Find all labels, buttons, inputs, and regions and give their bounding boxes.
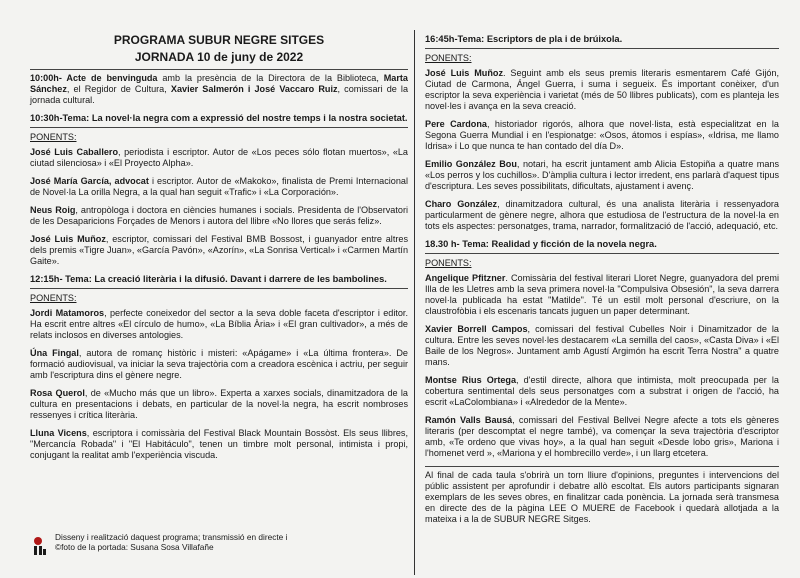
- right-column: [425, 0, 779, 532]
- session-1-heading: 10:30h-Tema: La novel·la negra com a expressió del nostre temps i la nostra societat.: [30, 113, 408, 123]
- divider-line: [425, 466, 779, 467]
- speaker-bio: , escriptora i comissària del Festival Black Mountain Bossòst. Els seus llibres, "Mercancía Robada" i "El Habitáculo", tenen un timbre molt personal, intimista i propi, conjugant la realitat amb l'experiència viscuda.: [30, 428, 408, 460]
- speaker-bio: , autora de romanç històric i misteri: «Apágame» i «La última frontera». De formació audiovisual, va iniciar la seva trajectòria com a creadora escènica i actriu, per seguir amb l'escriptura dins el gènere negre.: [30, 348, 408, 380]
- speaker-paragraph: [30, 205, 408, 227]
- welcome-name-2: Xavier Salmerón i José Vaccaro Ruiz: [170, 84, 338, 94]
- speaker-paragraph: [425, 159, 779, 192]
- footer-credit-1: Disseny i realització daquest programa; transmissió en directe i: [55, 532, 288, 542]
- speaker-name: José Luis Caballero: [30, 147, 118, 157]
- footer-credit-2: ©foto de la portada: Susana Sosa Villafañe: [55, 542, 214, 552]
- speaker-bio: , notari, ha escrit juntament amb Alicia Estopiña a quatre mans «Los perros y los cuchillos». D'àmplia cultura i lector irredent, ens parlarà d'aquest tipus d'escriptura. Les seves possibilitats, dificultats, ajustament i avenç.: [425, 159, 779, 191]
- session-3-heading: 16:45h-Tema: Escriptors de pla i de brúixola.: [425, 34, 623, 44]
- program-date: JORNADA 10 de juny de 2022: [134, 50, 304, 64]
- speaker-paragraph: [425, 273, 779, 317]
- speaker-bio: . Seguint amb els seus premis literaris esmentarem Café Gijón, Ciutad de Carmona, Ángel Guerra, i suma i segueix. És important conèixer, d'un escriptor la seva experiència i varietat (més de 50 llibres publicats), com es planteja les novel·les i avança en la seva creació.: [425, 68, 779, 111]
- speaker-paragraph: [425, 415, 779, 459]
- speaker-bio: , perfecte coneixedor del sector a la seva doble faceta d'escriptor i editor. Ha escrit entre altres «El círculo de humo», «La Bíblia Ària» i «El gran cultivador», a més de relats inclosos en diverses antologies.: [30, 308, 408, 340]
- speaker-name: José Luis Muñoz: [30, 234, 106, 244]
- speaker-name: Úna Fingal: [30, 348, 79, 358]
- footer: [33, 532, 403, 552]
- speaker-paragraph: [425, 119, 779, 152]
- speaker-bio: , historiador rigorós, alhora que novel·lista, està especialitzat en la Segona Guerra Mundial i en l'espionatge: «Osos, átomos i espías», «Idrisa, me llamo Idrisa» i Lo que nunca te han contado del día D».: [425, 119, 779, 151]
- speaker-paragraph: [30, 176, 408, 198]
- left-column: [30, 0, 408, 468]
- divider-line: [425, 48, 779, 49]
- speaker-bio: , de «Mucho más que un libro». Experta a xarxes socials, dinamitzadora de la cultura en presentacions i debats, en particular de la novel·la negra, ha escrit nombroses ressenyes i crítica literària.: [30, 388, 408, 420]
- speaker-paragraph: [425, 324, 779, 368]
- divider-line: [425, 253, 779, 254]
- speaker-name: Jordi Matamoros: [30, 308, 105, 318]
- speaker-name: Ramón Valls Bausá: [425, 415, 513, 425]
- speaker-bio: , d'estil directe, alhora que intimista, molt preocupada per la cobertura sentimental dels seus personatges com a substrat i origen de l'acció, ha escrit «LaColombiana» i «Alrededor de la Mente».: [425, 375, 779, 407]
- speaker-paragraph: [30, 348, 408, 381]
- speaker-name: Emilio González Bou: [425, 159, 517, 169]
- ponents-label: PONENTS:: [425, 53, 472, 63]
- session-2-heading: 12:15h- Tema: La creació literària i la difusió. Davant i darrere de les bambolines.: [30, 274, 387, 284]
- speaker-bio: , dinamitzadora cultural, és una analista literària i ressenyadora particularment de gènere negre, alhora que estudiosa de l'estructura de la novel·la en tots els aspectes: personatges, trama, narrador, formalització de l'acció, adequació, etc.: [425, 199, 779, 231]
- speaker-name: Pere Cardona: [425, 119, 487, 129]
- speaker-bio: , comissari del Festival Bellvei Negre afecte a tots els gèneres literaris (per descomptat el negre també), va començar la seva trajectòria d'escriptor amb, «Te ordeno que vivas hoy», a la qual han seguit «Desde lobo gris», Mariona i l'homenet verd », «Mariona y el hombrecillo verde», i un llarg etcetera.: [425, 415, 779, 458]
- speaker-paragraph: [30, 428, 408, 461]
- ponents-label: PONENTS:: [425, 258, 472, 268]
- program-title: PROGRAMA SUBUR NEGRE SITGES: [113, 33, 325, 47]
- divider-line: [30, 127, 408, 128]
- welcome-text-1: amb la presència de la Directora de la Biblioteca,: [157, 73, 384, 83]
- divider-line: [30, 288, 408, 289]
- speaker-name: Charo González: [425, 199, 498, 209]
- speaker-paragraph: [30, 147, 408, 169]
- ponents-label: PONENTS:: [30, 132, 77, 142]
- welcome-text-2: , el Regidor de Cultura,: [66, 84, 171, 94]
- speaker-name: Angelique Pfitzner: [425, 273, 506, 283]
- welcome-text-3: , comissari de la jornada cultural.: [30, 84, 409, 105]
- speaker-paragraph: [30, 234, 408, 267]
- closing-paragraph: Al final de cada taula s'obrirà un torn lliure d'opinions, preguntes i intervencions del públic assistent per aprofundir i debatre allò escoltat. Els autors participants signaran exemplars de les seves obres, en finalitzar cada ponència. La jornada serà transmesa en directe des de la pàgina LEE O MUERE de Facebook i quedarà allotjada a la mateixa i a la de SUBUR NEGRE Sitges.: [425, 470, 779, 524]
- speaker-paragraph: [425, 375, 779, 408]
- speaker-bio: , escriptor, comissari del Festival BMB Bossost, i guanyador entre altres dels premis «Tigre Juan», «García Pavón», «Azorín», «La Sonrisa Vertical» i «Carmen Martín Gaite».: [30, 234, 408, 266]
- speaker-name: José Luis Muñoz: [425, 68, 503, 78]
- speaker-paragraph: [30, 388, 408, 421]
- speaker-paragraph: [425, 199, 779, 232]
- speaker-name: Neus Roig: [30, 205, 76, 215]
- welcome-name-1: Marta Sánchez: [30, 73, 408, 94]
- speaker-name: Xavier Borrell Campos: [425, 324, 528, 334]
- speaker-name: Lluna Vicens: [30, 428, 87, 438]
- ponents-label: PONENTS:: [30, 293, 77, 303]
- welcome-time: 10:00h- Acte de benvinguda: [30, 73, 158, 83]
- session-4-heading: 18.30 h- Tema: Realidad y ficción de la novela negra.: [425, 239, 657, 249]
- logo-icon: [33, 536, 47, 556]
- speaker-name: José María García, advocat: [30, 176, 149, 186]
- speaker-bio: i escriptor. Autor de «Makoko», finalista de Premi Internacional de Novel·la La orilla Negra, a la qual han seguit «Trafic» i «La Corporación».: [30, 176, 408, 197]
- divider-line: [30, 69, 408, 70]
- speaker-bio: , comissari del festival Cubelles Noir i Dinamitzador de la cultura. Entre les seves novel·les destacarem «La semilla del caos», «Casta Diva» i «El Baile de los Negros». Juntament amb Agustí Argimón ha escrit Terra Nostra" a quatre mans.: [425, 324, 779, 367]
- welcome-paragraph: [30, 73, 408, 106]
- speaker-paragraph: [425, 68, 779, 112]
- speaker-bio: , antropòloga i doctora en ciències humanes i socials. Presidenta de l'Observatori de les Desaparicions Forçades de Menors i autora del llibre «No llores que serás feliz».: [30, 205, 408, 226]
- column-divider: [414, 30, 415, 575]
- speaker-bio: , periodista i escriptor. Autor de «Los peces sólo flotan muertos», «La ciutad silenciosa» i «El Proyecto Alpha».: [30, 147, 408, 168]
- speaker-bio: . Comissària del festival literari Lloret Negre, guanyadora del premi Illa de les Lletres amb la seva primera novel·la "Compulsiva Obsesión", la seva darrera novel·la publicada ha estat "Matilde". Té un estil molt personal d'escriure, on la claustrofòbia i els escenaris tancats juguen un paper determinant.: [425, 273, 779, 316]
- speaker-name: Montse Rius Ortega: [425, 375, 517, 385]
- speaker-paragraph: [30, 308, 408, 341]
- speaker-name: Rosa Querol: [30, 388, 85, 398]
